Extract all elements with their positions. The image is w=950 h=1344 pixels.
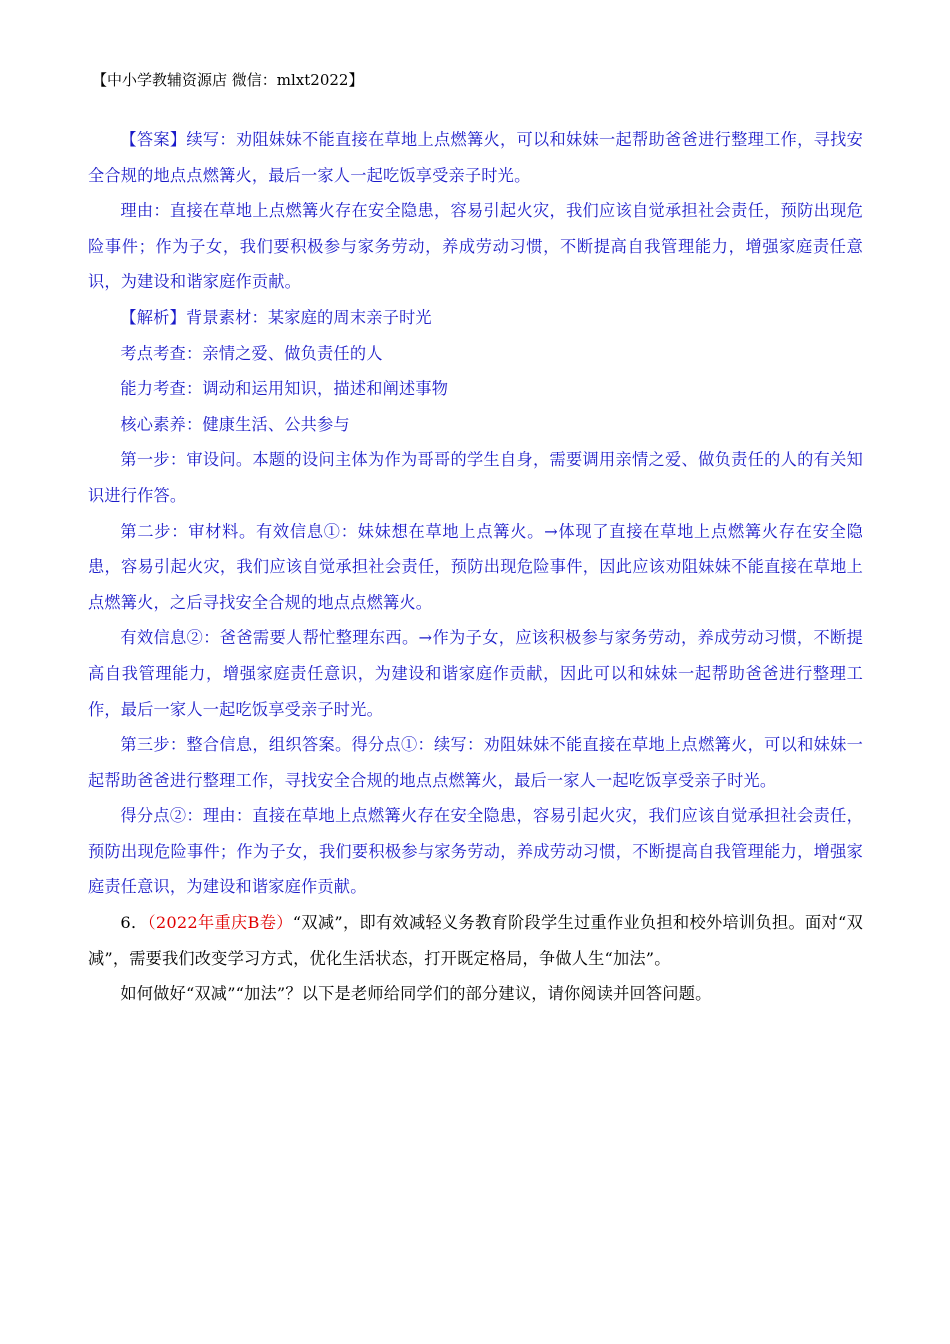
analysis-step-2: 第二步：审材料。有效信息①：妹妹想在草地上点篝火。→体现了直接在草地上点燃篝火存在安全隐患，容易引起火灾，我们应该自觉承担社会责任，预防出现危险事件，因此应该劝阻妹妹不能直接在草地上点燃篝火，之后寻找安全合规的地点点燃篝火。 <box>88 521 863 612</box>
question-source-tag: （2022年重庆B卷） <box>147 913 293 933</box>
analysis-effective-info-2: 有效信息②：爸爸需要人帮忙整理东西。→作为子女，应该积极参与家务劳动，养成劳动习惯，不断提高自我管理能力，增强家庭责任意识，为建设和谐家庭作贡献，因此可以和妹妹一起帮助爸爸进行整理工作，最后一家人一起吃饭享受亲子时光。 <box>88 628 863 719</box>
analysis-background: 【解析】背景素材：某家庭的周末亲子时光 <box>120 307 432 327</box>
reason-paragraph: 理由：直接在草地上点燃篝火存在安全隐患，容易引起火灾，我们应该自觉承担社会责任，预防出现危险事件；作为子女，我们要积极参与家务劳动，养成劳动习惯，不断提高自我管理能力，增强家庭责任意识，为建设和谐家庭作贡献。 <box>88 201 863 292</box>
question-stem-text: “双减”，即有效减轻义务教育阶段学生过重作业负担和校外培训负担。面对“双减”，需要我们改变学习方式，优化生活状态，打开既定格局，争做人生“加法”。 <box>88 913 863 968</box>
analysis-step-3: 第三步：整合信息，组织答案。得分点①：续写：劝阻妹妹不能直接在草地上点燃篝火，可以和妹妹一起帮助爸爸进行整理工作，寻找安全合规的地点点燃篝火，最后一家人一起吃饭享受亲子时光。 <box>88 735 863 790</box>
page-header-watermark: 【中小学教辅资源店 微信：mlxt2022】 <box>92 71 364 89</box>
analysis-knowledge-point: 考点考查：亲情之爱、做负责任的人 <box>120 343 383 363</box>
question-6-stem <box>88 905 863 976</box>
analysis-core-literacy: 核心素养：健康生活、公共参与 <box>120 414 350 434</box>
question-6-prompt: 如何做好“双减”“加法”？以下是老师给同学们的部分建议，请你阅读并回答问题。 <box>120 984 712 1004</box>
analysis-ability: 能力考查：调动和运用知识，描述和阐述事物 <box>120 379 449 399</box>
analysis-scoring-point-2: 得分点②：理由：直接在草地上点燃篝火存在安全隐患，容易引起火灾，我们应该自觉承担社会责任，预防出现危险事件；作为子女，我们要积极参与家务劳动，养成劳动习惯，不断提高自我管理能力，增强家庭责任意识，为建设和谐家庭作贡献。 <box>88 806 863 897</box>
answer-paragraph: 【答案】续写：劝阻妹妹不能直接在草地上点燃篝火，可以和妹妹一起帮助爸爸进行整理工作，寻找安全合规的地点点燃篝火，最后一家人一起吃饭享受亲子时光。 <box>88 130 863 185</box>
analysis-step-1: 第一步：审设问。本题的设问主体为作为哥哥的学生自身，需要调用亲情之爱、做负责任的人的有关知识进行作答。 <box>88 450 863 505</box>
document-body <box>88 122 863 1012</box>
question-number: 6． <box>120 913 148 933</box>
